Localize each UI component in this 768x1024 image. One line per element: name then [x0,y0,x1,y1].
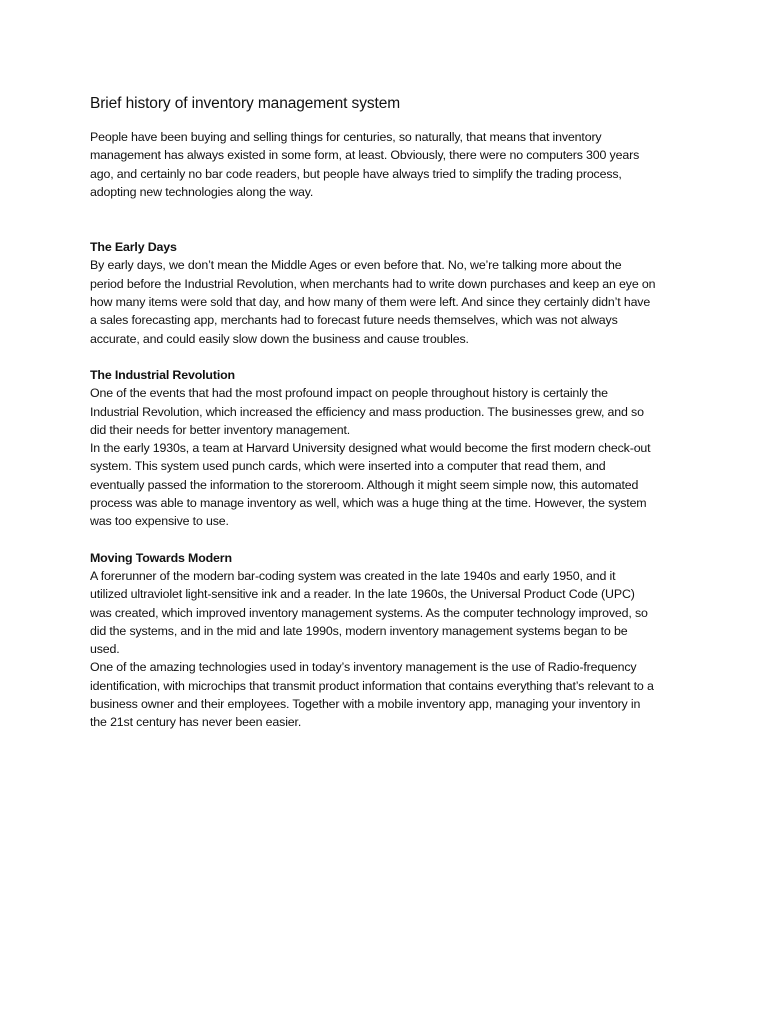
section-industrial-revolution [90,366,656,531]
section-heading: Moving Towards Modern [90,550,232,565]
section-moving-towards-modern [90,549,656,732]
document-page [90,94,656,750]
intro-paragraph: People have been buying and selling things for centuries, so naturally, that means that inventory management has always existed in some form, at least. Obviously, there were no computers 300 years ago, and certainly no bar code readers, but people have always tried to simplify the trading process, adopting new technologies along the way. [90,130,640,199]
document-title: Brief history of inventory management system [90,95,401,112]
section-heading: The Industrial Revolution [90,367,235,382]
section-paragraph: One of the events that had the most profound impact on people throughout history is certainly the Industrial Revolution, which increased the efficiency and mass production. The businesses grew, and so did their needs for better inventory management. [90,386,644,437]
section-early-days [90,238,656,348]
section-heading: The Early Days [90,240,177,255]
section-paragraph: In the early 1930s, a team at Harvard University designed what would become the first modern check-out system. This system used punch cards, which were inserted into a computer that read them, and eventually passed the information to the storeroom. Although it might seem simple now, this automated process was able to manage inventory as well, which was a huge thing at the time. However, the system was too expensive to use. [90,441,651,529]
section-paragraph: One of the amazing technologies used in today’s inventory management is the use of Radio-frequency identification, with microchips that transmit product information that contains everything that’s relevant to a business owner and their employees. Together with a mobile inventory app, managing your inventory in the 21st century has never been easier. [90,660,654,730]
section-paragraph: By early days, we don’t mean the Middle Ages or even before that. No, we’re talking more about the period before the Industrial Revolution, when merchants had to write down purchases and keep an eye on how many items were sold that day, and how many of them were left. And since they certainly didn’t have a sales forecasting app, merchants had to forecast future needs themselves, which was not always accurate, and could easily slow down the business and cause troubles. [90,258,656,346]
section-paragraph: A forerunner of the modern bar-coding system was created in the late 1940s and early 1950, and it utilized ultraviolet light-sensitive ink and a reader. In the late 1960s, the Universal Product Code (UPC) was created, which improved inventory management systems. As the computer technology improved, so did the systems, and in the mid and late 1990s, modern inventory management systems began to be used. [90,568,648,657]
